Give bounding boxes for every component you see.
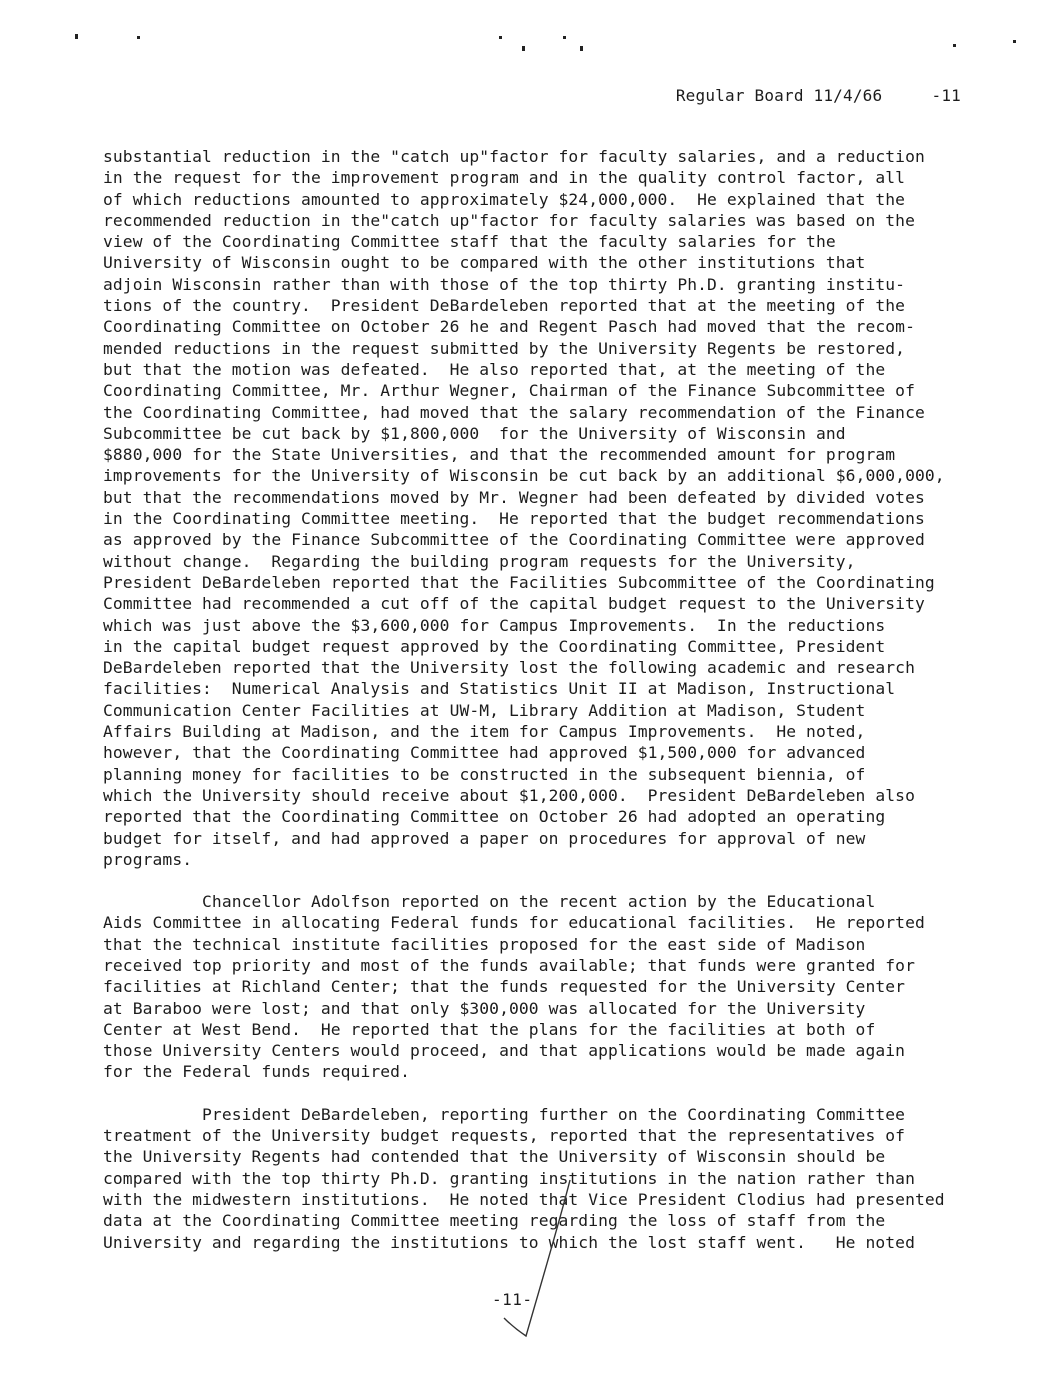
page-header: Regular Board 11/4/66 -11 <box>675 86 961 105</box>
paragraph-educational-aids: Chancellor Adolfson reported on the recent action by the Educational Aids Committee in allocating Federal funds for educational facilities. He reported that the technical institute facilities proposed for the east side of Madison received top priority and most of the funds available; that funds were granted for facilities at Richland Center; that the funds requested for the University Center at Baraboo were lost; and that only $300,000 was allocated for the University Center at West Bend. He reported that the plans for the facilities at both of those University Centers would proceed, and that applications would be made again for the Federal funds required. <box>103 892 925 1082</box>
body-text <box>103 146 1008 1253</box>
handwritten-check-mark <box>490 1160 580 1350</box>
paragraph-budget-reductions: substantial reduction in the "catch up"factor for faculty salaries, and a reduction in the request for the improvement program and in the quality control factor, all of which reductions amounted to approximately $24,000,000. He explained that the recommended reduction in the"catch up"factor for faculty salaries was based on the view of the Coordinating Committee staff that the faculty salaries for the University of Wisconsin ought to be compared with the other institutions that adjoin Wisconsin rather than with those of the top thirty Ph.D. granting institu- tions of the country. President DeBardeleben reported that at the meeting of the Coordinating Committee on October 26 he and Regent Pasch had moved that the recom- mended reductions in the request submitted by the University Regents be restored, but that the motion was defeated. He also reported that, at the meeting of the Coordinating Committee, Mr. Arthur Wegner, Chairman of the Finance Subcommittee of the Coordinating Committee, had moved that the salary recommendation of the Finance Subcommittee be cut back by $1,800,000 for the University of Wisconsin and $880,000 for the State Universities, and that the recommended amount for program improvements for the University of Wisconsin be cut back by an additional $6,000,000, but that the recommendations moved by Mr. Wegner had been defeated by divided votes in the Coordinating Committee meeting. He reported that the budget recommendations as approved by the Finance Subcommittee of the Coordinating Committee were approved without change. Regarding the building program requests for the University, President DeBardeleben reported that the Facilities Subcommittee of the Coordinating Committee had recommended a cut off of the capital budget request to the University which was just above the $3,600,000 for Campus Improvements. In the reductions in the capital budget request approved by the Coordinating Committee, President DeBardeleben reported that the University lost the following academic and research facilities: Numerical Analysis and Statistics Unit II at Madison, Instructional Communication Center Facilities at UW-M, Library Addition at Madison, Student Affairs Building at Madison, and the item for Campus Improvements. He noted, however, that the Coordinating Committee had approved $1,500,000 for advanced planning money for facilities to be constructed in the subsequent biennia, of which the University should receive about $1,200,000. President DeBardeleben also reported that the Coordinating Committee on October 26 had adopted an operating budget for itself, and had approved a paper on procedures for approval of new programs. <box>103 147 945 869</box>
paragraph-coordinating-committee: President DeBardeleben, reporting further on the Coordinating Committee treatment of the University budget requests, reported that the representatives of the University Regents had contended that the University of Wisconsin should be compared with the top thirty Ph.D. granting institutions in the nation rather than with the midwestern institutions. He noted that Vice President Clodius had presented data at the Coordinating Committee meeting regarding the loss of staff from the University and regarding the institutions to which the lost staff went. He noted <box>103 1104 945 1252</box>
page-number: -11- <box>492 1290 533 1309</box>
